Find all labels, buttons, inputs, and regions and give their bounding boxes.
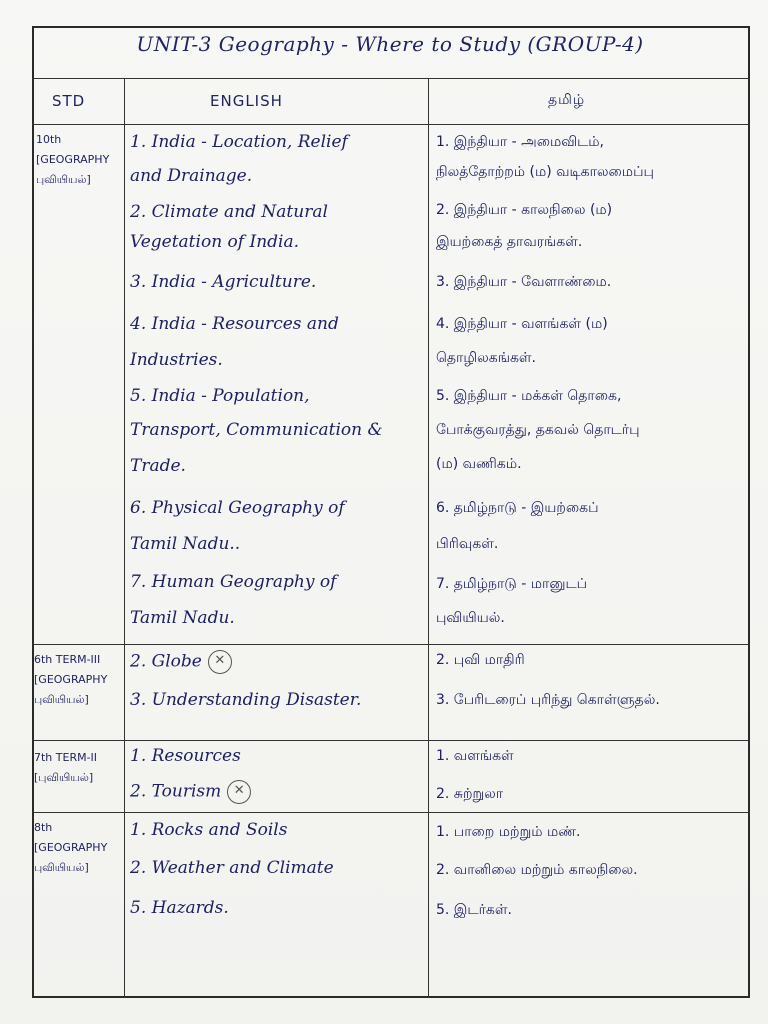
english-cell-7th: [130, 746, 422, 810]
tamil-cell-8th: [436, 824, 742, 994]
list-item: 2. சுற்றுலா: [436, 786, 504, 802]
list-item: 2. வானிலை மற்றும் காலநிலை.: [436, 862, 638, 878]
list-item: 1. வளங்கள்: [436, 748, 514, 764]
list-item: 1. Resources: [130, 746, 241, 766]
column-divider-english: [428, 78, 429, 998]
list-item: 3. India - Agriculture.: [130, 272, 317, 292]
list-item: 7. தமிழ்நாடு - மானுடப்: [436, 576, 588, 592]
list-item: 2. Weather and Climate: [130, 858, 334, 878]
std-label: 6th TERM-III: [34, 653, 101, 666]
header-tamil: தமிழ்: [548, 92, 586, 108]
cross-mark-icon: ✕: [208, 650, 232, 674]
list-item: 3. பேரிடரைப் புரிந்து கொள்ளுதல்.: [436, 692, 660, 708]
cross-mark-icon: ✕: [227, 780, 251, 804]
std-subject: [GEOGRAPHY: [34, 673, 108, 686]
english-cell-10th: [130, 132, 422, 642]
list-item: 5. இடர்கள்.: [436, 902, 512, 918]
header-english: ENGLISH: [210, 92, 283, 110]
list-item: புவியியல்.: [436, 610, 505, 626]
std-subject-tamil: புவியியல்]: [36, 173, 91, 186]
list-item: 4. India - Resources and: [130, 314, 339, 334]
list-item: 3. Understanding Disaster.: [130, 690, 362, 710]
std-cell-6th: [34, 650, 107, 710]
list-item: தொழிலகங்கள்.: [436, 350, 536, 366]
english-cell-6th: [130, 650, 422, 736]
list-item: Vegetation of India.: [130, 232, 299, 252]
column-divider-std: [124, 78, 125, 998]
list-item-text: 2. Globe: [130, 651, 202, 672]
std-cell-7th: [34, 748, 97, 788]
list-item: 1. India - Location, Relief: [130, 132, 348, 152]
list-item: Tamil Nadu.: [130, 608, 235, 628]
tamil-cell-7th: [436, 748, 742, 812]
std-cell-10th: [36, 130, 109, 190]
list-item: போக்குவரத்து, தகவல் தொடர்பு: [436, 422, 640, 438]
list-item: 1. பாறை மற்றும் மண்.: [436, 824, 581, 840]
row-divider-1: [32, 644, 750, 645]
std-subject: [GEOGRAPHY: [34, 841, 108, 854]
list-item: 6. Physical Geography of: [130, 498, 345, 518]
header-divider: [32, 124, 750, 125]
list-item: Transport, Communication &: [130, 420, 383, 440]
page-title: UNIT-3 Geography - Where to Study (GROUP-4): [136, 32, 644, 56]
list-item: [130, 780, 251, 804]
std-label: 7th TERM-II: [34, 751, 98, 764]
list-item: 5. இந்தியா - மக்கள் தொகை,: [436, 388, 622, 404]
list-item: 6. தமிழ்நாடு - இயற்கைப்: [436, 500, 599, 516]
list-item: Trade.: [130, 456, 186, 476]
title-divider: [32, 78, 750, 79]
list-item: Industries.: [130, 350, 223, 370]
std-subject-tamil: [புவியியல்]: [34, 771, 94, 784]
list-item: 5. India - Population,: [130, 386, 310, 406]
std-subject-tamil: புவியியல்]: [34, 693, 89, 706]
std-label: 8th: [34, 821, 53, 834]
list-item: 3. இந்தியா - வேளாண்மை.: [436, 274, 612, 290]
list-item: 1. Rocks and Soils: [130, 820, 288, 840]
tamil-cell-6th: [436, 652, 742, 738]
list-item: [130, 650, 232, 674]
list-item: 4. இந்தியா - வளங்கள் (ம): [436, 316, 608, 332]
std-label: 10th: [36, 133, 62, 146]
list-item: (ம) வணிகம்.: [436, 456, 522, 472]
list-item: 5. Hazards.: [130, 898, 229, 918]
list-item: 7. Human Geography of: [130, 572, 337, 592]
list-item: 2. புவி மாதிரி: [436, 652, 525, 668]
std-cell-8th: [34, 818, 107, 878]
list-item: பிரிவுகள்.: [436, 536, 499, 552]
list-item: Tamil Nadu..: [130, 534, 241, 554]
english-cell-8th: [130, 820, 422, 990]
list-item: நிலத்தோற்றம் (ம) வடிகாலமைப்பு: [436, 164, 654, 180]
std-subject: [GEOGRAPHY: [36, 153, 110, 166]
tamil-cell-10th: [436, 134, 742, 644]
list-item: இயற்கைத் தாவரங்கள்.: [436, 234, 583, 250]
header-std: STD: [52, 92, 86, 110]
std-subject-tamil: புவியியல்]: [34, 861, 89, 874]
row-divider-3: [32, 812, 750, 813]
list-item: 2. இந்தியா - காலநிலை (ம): [436, 202, 613, 218]
list-item: 2. Climate and Natural: [130, 202, 328, 222]
row-divider-2: [32, 740, 750, 741]
list-item-text: 2. Tourism: [130, 781, 222, 802]
list-item: and Drainage.: [130, 166, 253, 186]
list-item: 1. இந்தியா - அமைவிடம்,: [436, 134, 605, 150]
